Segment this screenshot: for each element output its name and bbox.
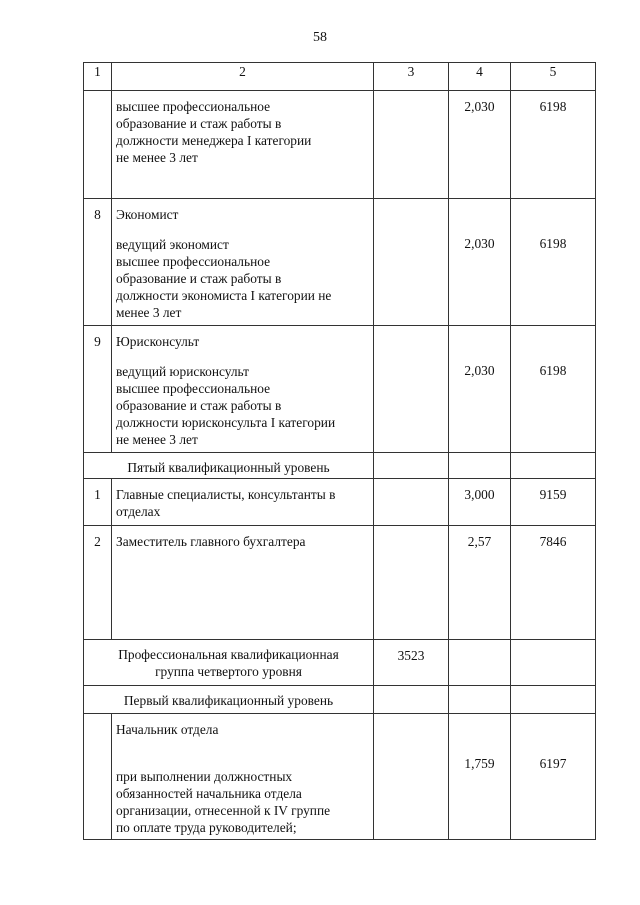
base-salary-cell bbox=[374, 91, 449, 199]
row-number: 2 bbox=[84, 526, 112, 640]
coefficient-cell bbox=[449, 199, 511, 326]
salary-value: 6198 bbox=[539, 363, 567, 378]
text-line: должности менеджера I категории bbox=[116, 133, 312, 148]
text-line: должности экономиста I категории не bbox=[116, 288, 332, 303]
coefficient-cell bbox=[449, 714, 511, 840]
base-salary-cell bbox=[374, 326, 449, 453]
position-description bbox=[112, 199, 374, 326]
coefficient-cell bbox=[449, 326, 511, 453]
text-line: отделах bbox=[116, 504, 161, 519]
base-salary-cell bbox=[374, 479, 449, 526]
text-line: менее 3 лет bbox=[116, 305, 182, 320]
table-row bbox=[84, 326, 596, 453]
text-line: ведущий юрисконсульт bbox=[116, 364, 250, 379]
text-line: группа четвертого уровня bbox=[155, 664, 302, 679]
text-line: образование и стаж работы в bbox=[116, 398, 282, 413]
salary-cell bbox=[511, 714, 596, 840]
header-cell: 2 bbox=[112, 63, 374, 91]
text-line: высшее профессиональное bbox=[116, 381, 271, 396]
text-line: Профессиональная квалификационная bbox=[118, 647, 339, 662]
text-line: не менее 3 лет bbox=[116, 432, 198, 447]
qualification-group-row bbox=[84, 640, 596, 686]
qualification-level-heading: Пятый квалификационный уровень bbox=[84, 453, 374, 479]
row-number bbox=[84, 714, 112, 840]
text-line: по оплате труда руководителей; bbox=[116, 820, 297, 835]
position-title: Экономист bbox=[116, 207, 179, 222]
coefficient-cell: 2,57 bbox=[449, 526, 511, 640]
position-description bbox=[112, 526, 374, 640]
table-row bbox=[84, 526, 596, 640]
row-number bbox=[84, 91, 112, 199]
position-title: Юрисконсульт bbox=[116, 334, 200, 349]
header-cell: 4 bbox=[449, 63, 511, 91]
table-row bbox=[84, 714, 596, 840]
coefficient-cell: 3,000 bbox=[449, 479, 511, 526]
text-line: должности юрисконсульта I категории bbox=[116, 415, 336, 430]
base-salary-cell bbox=[374, 714, 449, 840]
qualification-group-title bbox=[84, 640, 374, 686]
coefficient-cell: 2,030 bbox=[449, 91, 511, 199]
level-heading-row bbox=[84, 453, 596, 479]
coefficient-value: 1,759 bbox=[464, 756, 495, 771]
text-line: обязанностей начальника отдела bbox=[116, 786, 302, 801]
base-salary-cell bbox=[374, 199, 449, 326]
salary-table bbox=[83, 62, 596, 840]
qualification-level-heading: Первый квалификационный уровень bbox=[84, 686, 374, 714]
table-row bbox=[84, 91, 596, 199]
table-row bbox=[84, 199, 596, 326]
row-number: 8 bbox=[84, 199, 112, 326]
text-line: ведущий экономист bbox=[116, 237, 229, 252]
coefficient-value: 2,030 bbox=[464, 236, 495, 251]
row-number: 9 bbox=[84, 326, 112, 453]
coefficient-value: 2,030 bbox=[464, 363, 495, 378]
header-cell: 3 bbox=[374, 63, 449, 91]
position-description bbox=[112, 479, 374, 526]
text-line: образование и стаж работы в bbox=[116, 116, 282, 131]
table-header-row bbox=[84, 63, 596, 91]
salary-cell: 7846 bbox=[511, 526, 596, 640]
text-line: Заместитель главного бухгалтера bbox=[116, 534, 306, 549]
page-number: 58 bbox=[313, 30, 327, 45]
text-line: высшее профессиональное bbox=[116, 254, 271, 269]
salary-cell bbox=[511, 199, 596, 326]
header-cell: 5 bbox=[511, 63, 596, 91]
header-cell: 1 bbox=[84, 63, 112, 91]
position-title: Начальник отдела bbox=[116, 722, 219, 737]
salary-cell bbox=[511, 326, 596, 453]
level-heading-row bbox=[84, 686, 596, 714]
salary-cell: 9159 bbox=[511, 479, 596, 526]
position-description bbox=[112, 714, 374, 840]
text-line: организации, отнесенной к IV группе bbox=[116, 803, 331, 818]
text-line: образование и стаж работы в bbox=[116, 271, 282, 286]
row-number: 1 bbox=[84, 479, 112, 526]
text-line: не менее 3 лет bbox=[116, 150, 198, 165]
text-line: высшее профессиональное bbox=[116, 99, 271, 114]
position-description bbox=[112, 91, 374, 199]
base-salary-cell: 3523 bbox=[374, 640, 449, 686]
table-row bbox=[84, 479, 596, 526]
salary-value: 6198 bbox=[539, 236, 567, 251]
base-salary-cell bbox=[374, 526, 449, 640]
position-description bbox=[112, 326, 374, 453]
text-line: при выполнении должностных bbox=[116, 769, 293, 784]
text-line: Главные специалисты, консультанты в bbox=[116, 487, 336, 502]
salary-value: 6197 bbox=[539, 756, 567, 771]
salary-cell: 6198 bbox=[511, 91, 596, 199]
